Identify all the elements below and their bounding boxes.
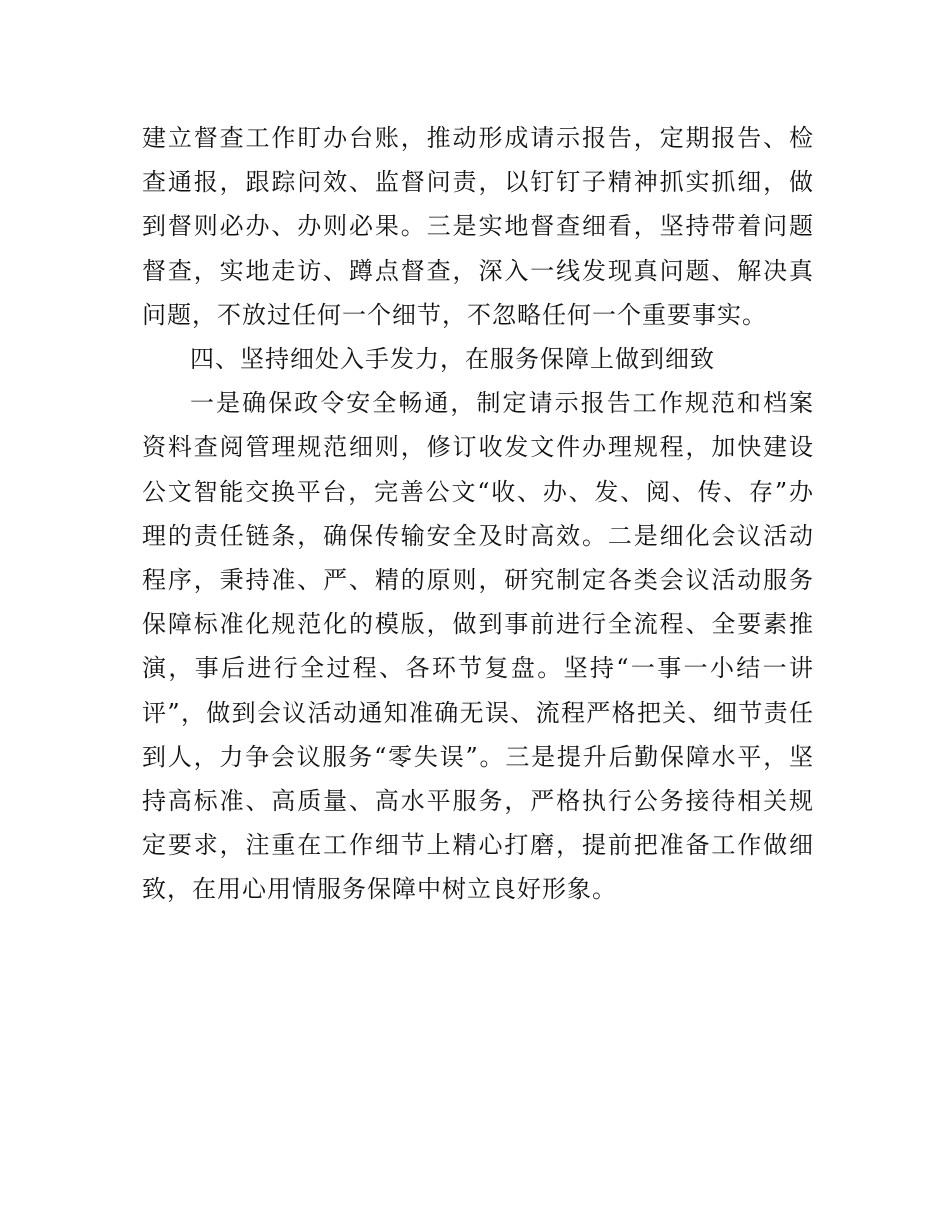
document-body: [142, 116, 814, 912]
paragraph-body: 一是确保政令安全畅通，制定请示报告工作规范和档案资料查阅管理规范细则，修订收发文件办理规程，加快建设公文智能交换平台，完善公文“收、办、发、阅、传、存”办理的责任链条，确保传输安全及时高效。二是细化会议活动程序，秉持准、严、精的原则，研究制定各类会议活动服务保障标准化规范化的模版，做到事前进行全流程、全要素推演，事后进行全过程、各环节复盘。坚持“一事一小结一讲评”，做到会议活动通知准确无误、流程严格把关、细节责任到人，力争会议服务“零失误”。三是提升后勤保障水平，坚持高标准、高质量、高水平服务，严格执行公务接待相关规定要求，注重在工作细节上精心打磨，提前把准备工作做细致，在用心用情服务保障中树立良好形象。: [142, 389, 814, 904]
paragraph-continuation: 建立督查工作盯办台账，推动形成请示报告，定期报告、检查通报，跟踪问效、监督问责，以钉钉子精神抓实抓细，做到督则必办、办则必果。三是实地督查细看，坚持带着问题督查，实地走访、蹲点督查，深入一线发现真问题、解决真问题，不放过任何一个细节，不忽略任何一个重要事实。: [142, 124, 814, 329]
section-heading: 四、坚持细处入手发力，在服务保障上做到细致: [190, 345, 715, 374]
